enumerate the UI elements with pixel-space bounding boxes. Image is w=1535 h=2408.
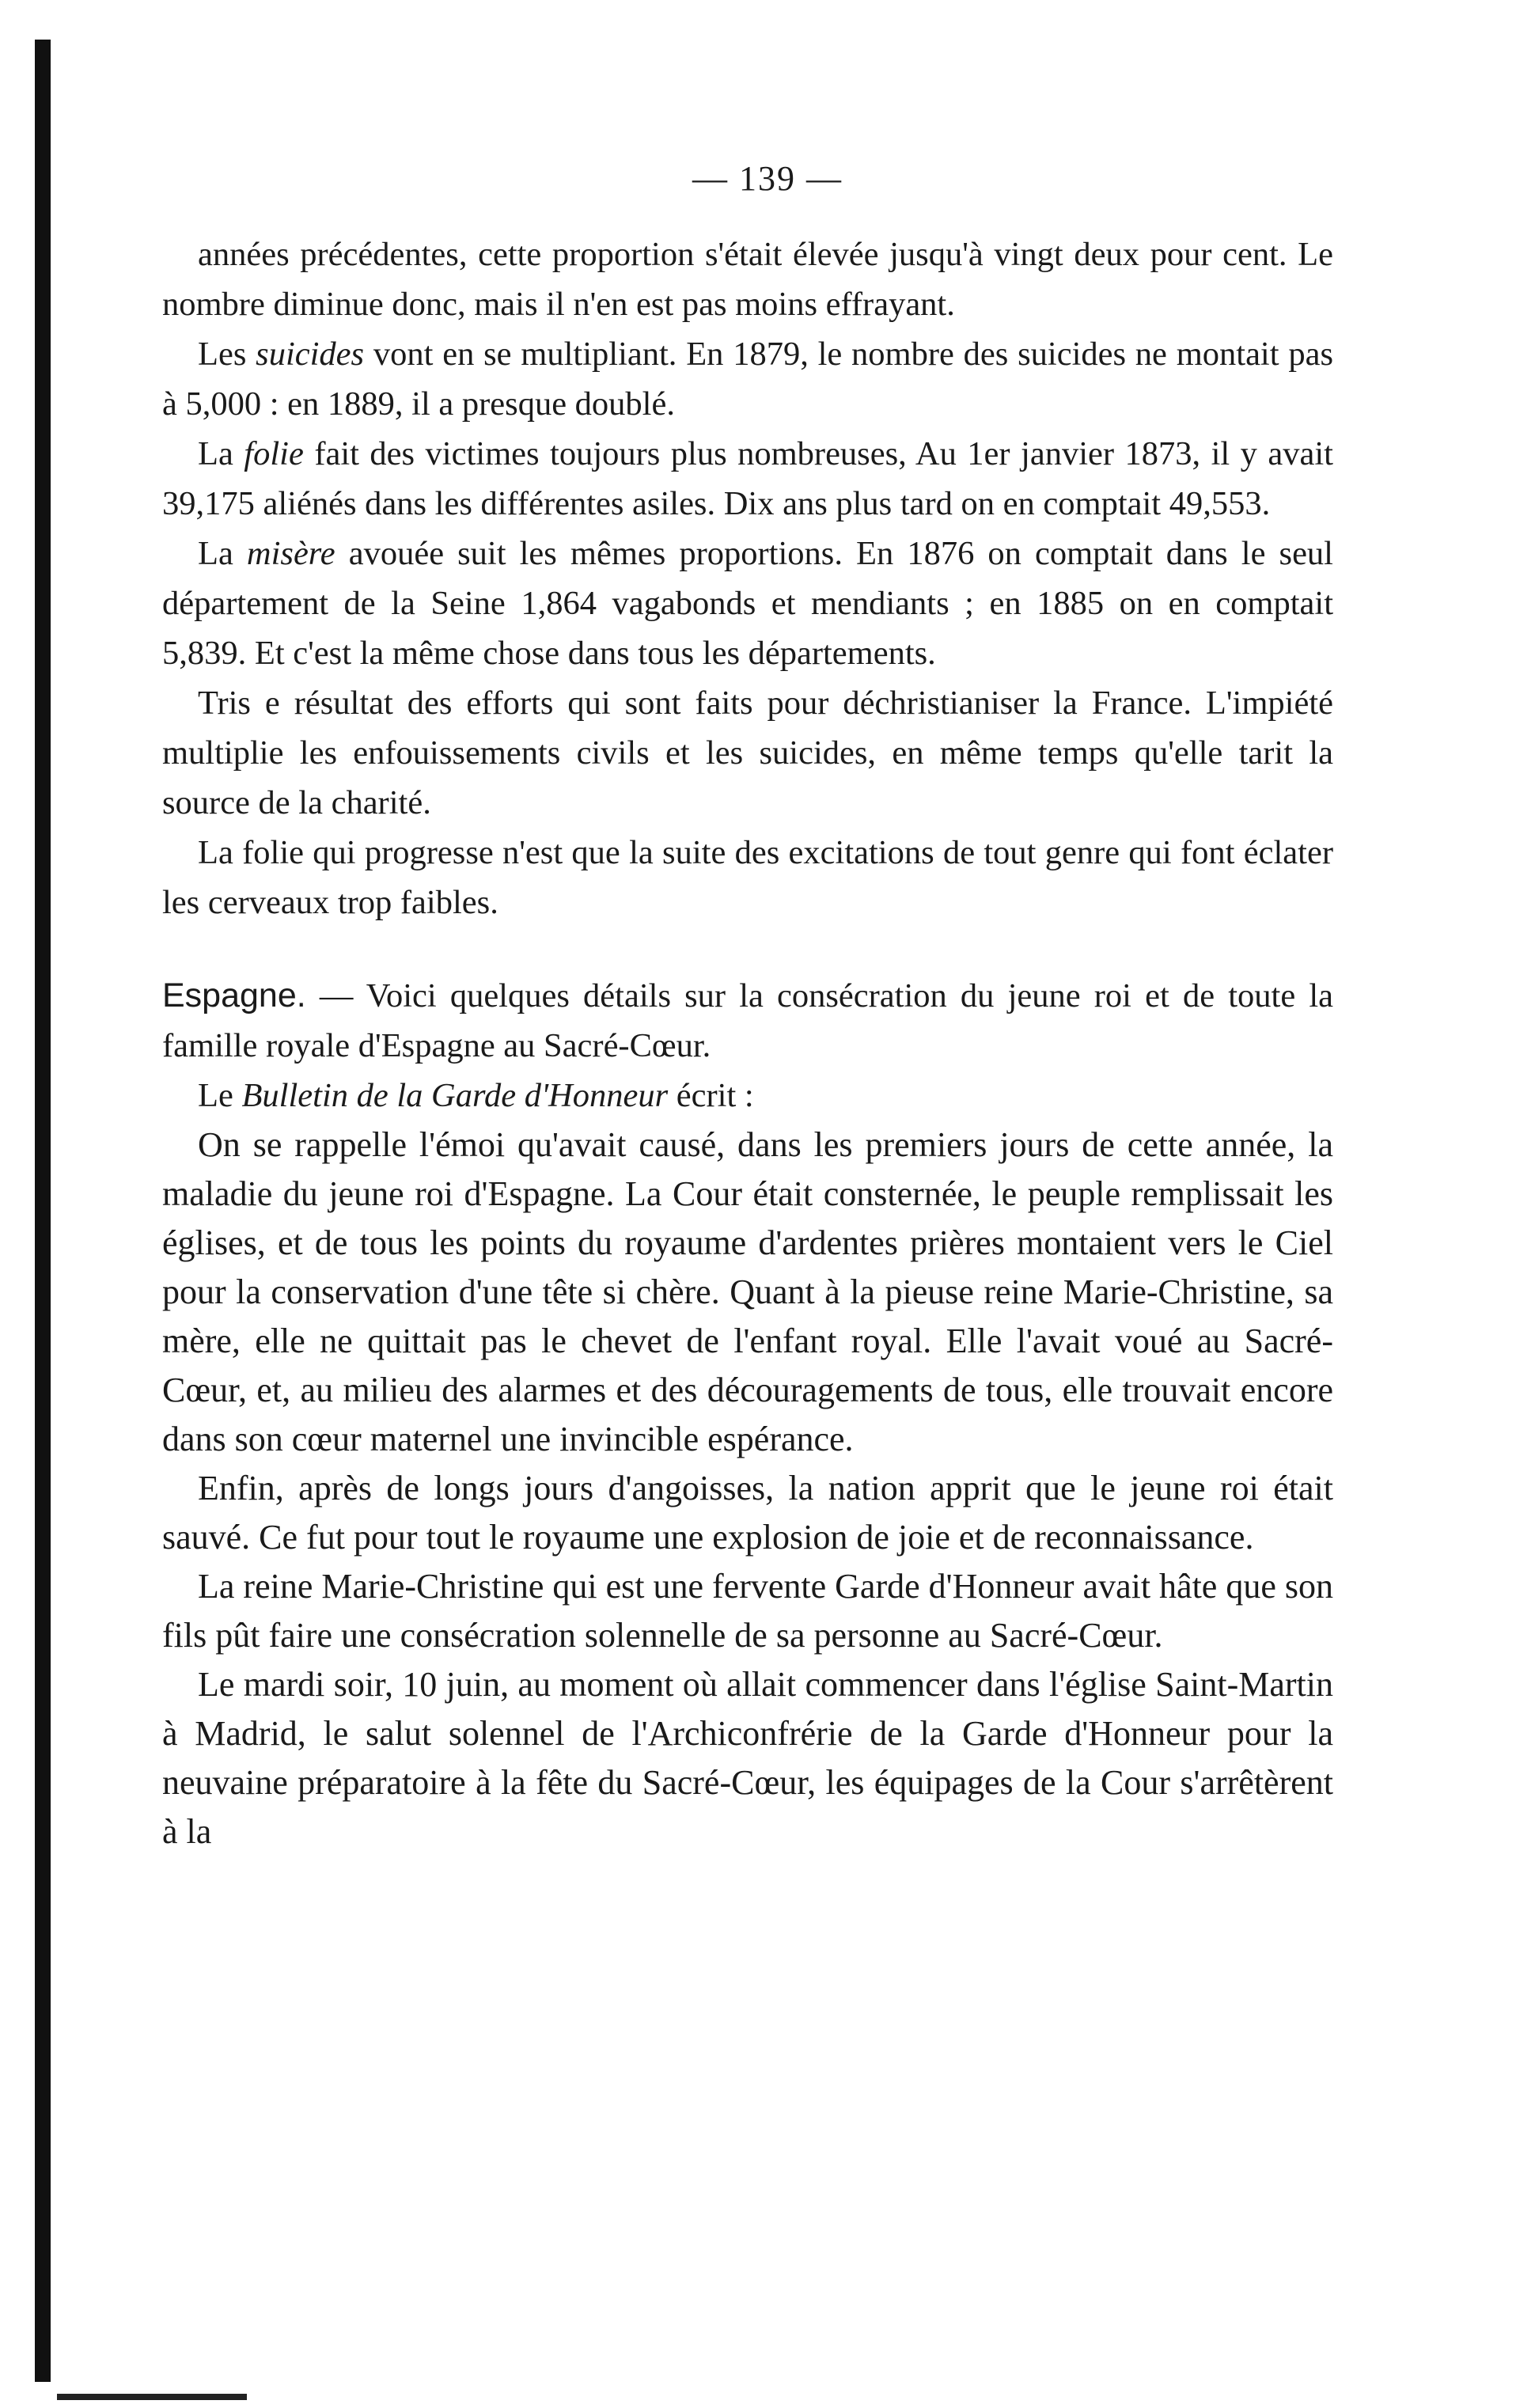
paragraph-text: La [198, 435, 244, 472]
emphasis-folie: folie [244, 435, 304, 472]
source-title: Bulletin de la Garde d'Honneur [241, 1077, 669, 1114]
source-prefix: Le [198, 1077, 242, 1114]
paragraph [162, 828, 1333, 927]
paragraph [162, 329, 1333, 429]
section-intro-text: — Voici quelques détails sur la consécration du jeune roi et de toute la famille royale d'Espagne au Sacré-Cœur. [162, 977, 1333, 1064]
source-suffix: écrit : [668, 1077, 754, 1114]
paragraph [162, 678, 1333, 828]
emphasis-misere: misère [246, 535, 335, 572]
paragraph-text: Les [198, 336, 256, 373]
section-heading: Espagne. [162, 976, 306, 1014]
bottom-rule [57, 2394, 247, 2400]
source-line [162, 1071, 1333, 1121]
quote-paragraph: On se rappelle l'émoi qu'avait causé, dans les premiers jours de cette année, la maladie du jeune roi d'Espagne. La Cour était consternée, le peuple remplissait les églises, et de tous les points du royaume d'ardentes prières montaient vers le Ciel pour la conservation d'une tête si chère. Quant à la pieuse reine Marie-Christine, sa mère, elle ne quittait pas le chevet de l'enfant royal. Elle l'avait voué au Sacré-Cœur, et, au milieu des alarmes et des découragements de tous, elle trouvait encore dans son cœur maternel une invincible espérance. [162, 1125, 1333, 1458]
paragraph [162, 229, 1333, 329]
body-text [162, 229, 1333, 1856]
paragraph-text: fait des victimes toujours plus nombreuses, Au 1er janvier 1873, il y avait 39,175 aliénés dans les différentes asiles. Dix ans plus tard on en comptait 49,553. [162, 435, 1333, 522]
quote-paragraph: La reine Marie-Christine qui est une fervente Garde d'Honneur avait hâte que son fils pût faire une consécration solennelle de sa personne au Sacré-Cœur. [162, 1567, 1333, 1655]
paragraph-text: La folie qui progresse n'est que la suite des excitations de tout genre qui font éclater les cerveaux trop faibles. [162, 834, 1333, 921]
quote-paragraph: Enfin, après de longs jours d'angoisses, la nation apprit que le jeune roi était sauvé. Ce fut pour tout le royaume une explosion de joie et de reconnaissance. [162, 1469, 1333, 1557]
paragraph-text: avouée suit les mêmes proportions. En 1876 on comptait dans le seul département de la Seine 1,864 vagabonds et mendiants ; en 1885 on en comptait 5,839. Et c'est la même chose dans tous les départements. [162, 535, 1333, 672]
paragraph-text: Tris e résultat des efforts qui sont faits pour déchristianiser la France. L'impiété multiplie les enfouissements civils et les suicides, en même temps qu'elle tarit la source de la charité. [162, 684, 1333, 821]
paragraph-text: La [198, 535, 247, 572]
emphasis-suicides: suicides [256, 336, 365, 373]
quote-paragraph: Le mardi soir, 10 juin, au moment où allait commencer dans l'église Saint-Martin à Madrid, le salut solennel de l'Archiconfrérie de la Garde d'Honneur pour la neuvaine préparatoire à la fête du Sacré-Cœur, les équipages de la Cour s'arrêtèrent à la [162, 1665, 1333, 1851]
paragraph-text: années précédentes, cette proportion s'était élevée jusqu'à vingt deux pour cent. Le nombre diminue donc, mais il n'en est pas moins effrayant. [162, 236, 1333, 323]
paragraph [162, 529, 1333, 678]
page-number: — 139 — [692, 159, 843, 198]
paragraph [162, 429, 1333, 529]
binding-edge [35, 40, 51, 2382]
section-intro [162, 971, 1333, 1071]
paragraph-text: vont en se multipliant. En 1879, le nombre des suicides ne montait pas à 5,000 : en 1889, il a presque doublé. [162, 336, 1333, 423]
